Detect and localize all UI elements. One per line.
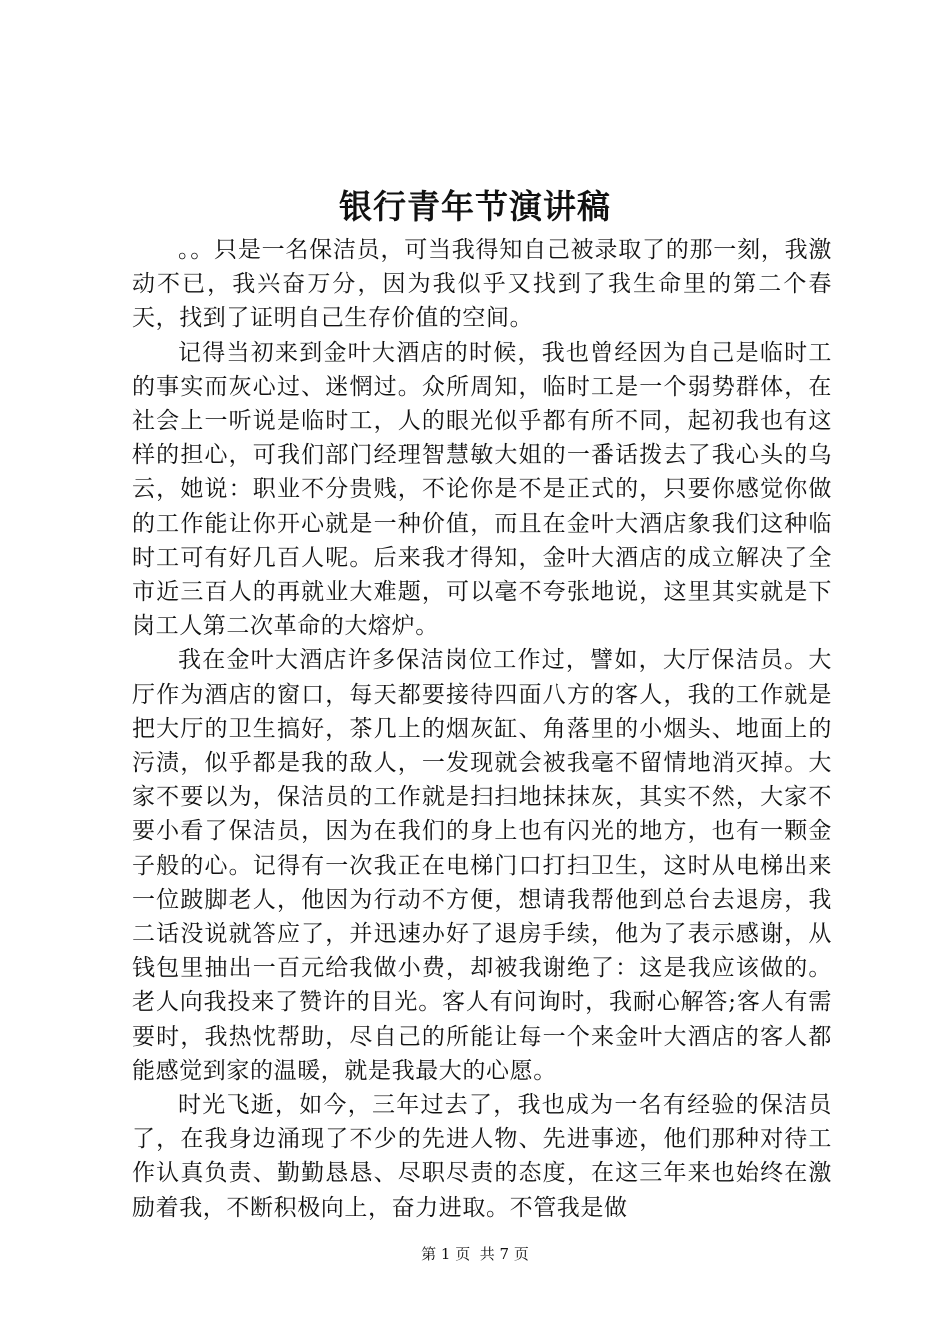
paragraph: 记得当初来到金叶大酒店的时候，我也曾经因为自己是临时工的事实而灰心过、迷惘过。众所周知，临时工是一个弱势群体，在社会上一听说是临时工，人的眼光似乎都有所不同，起初我也有这样的担心，可我们部门经理智慧敏大姐的一番话拨去了我心头的乌云，她说：职业不分贵贱，不论你是不是正式的，只要你感觉你做的工作能让你开心就是一种价值，而且在金叶大酒店象我们这种临时工可有好几百人呢。后来我才得知，金叶大酒店的成立解决了全市近三百人的再就业大难题，可以毫不夸张地说，这里其实就是下岗工人第二次革命的大熔炉。	[132, 339, 832, 640]
document-title: 银行青年节演讲稿	[339, 187, 611, 226]
paragraph: 。。只是一名保洁员，可当我得知自己被录取了的那一刻，我激动不已，我兴奋万分，因为我似乎又找到了我生命里的第二个春天，找到了证明自己生存价值的空间。	[132, 237, 832, 332]
paragraph: 时光飞逝，如今，三年过去了，我也成为一名有经验的保洁员了，在我身边涌现了不少的先进人物、先进事迹，他们那种对待工作认真负责、勤勤恳恳、尽职尽责的态度，在这三年来也始终在激励着我，不断积极向上，奋力进取。不管我是做	[132, 1092, 832, 1221]
paragraph: 我在金叶大酒店许多保洁岗位工作过，譬如，大厅保洁员。大厅作为酒店的窗口，每天都要接待四面八方的客人，我的工作就是把大厅的卫生搞好，茶几上的烟灰缸、角落里的小烟头、地面上的污渍，似乎都是我的敌人，一发现就会被我毫不留情地消灭掉。大家不要以为，保洁员的工作就是扫扫地抹抹灰，其实不然，大家不要小看了保洁员，因为在我们的身上也有闪光的地方，也有一颗金子般的心。记得有一次我正在电梯门口打扫卫生，这时从电梯出来一位跛脚老人，他因为行动不方便，想请我帮他到总台去退房，我二话没说就答应了，并迅速办好了退房手续，他为了表示感谢，从钱包里抽出一百元给我做小费，却被我谢绝了：这是我应该做的。老人向我投来了赞许的目光。客人有问询时，我耐心解答;客人有需要时，我热忱帮助，尽自己的所能让每一个来金叶大酒店的客人都能感觉到家的温暖，就是我最大的心愿。	[132, 647, 832, 1084]
document-body	[132, 233, 832, 1225]
page-footer: 第 1 页 共 7 页	[421, 1245, 529, 1263]
